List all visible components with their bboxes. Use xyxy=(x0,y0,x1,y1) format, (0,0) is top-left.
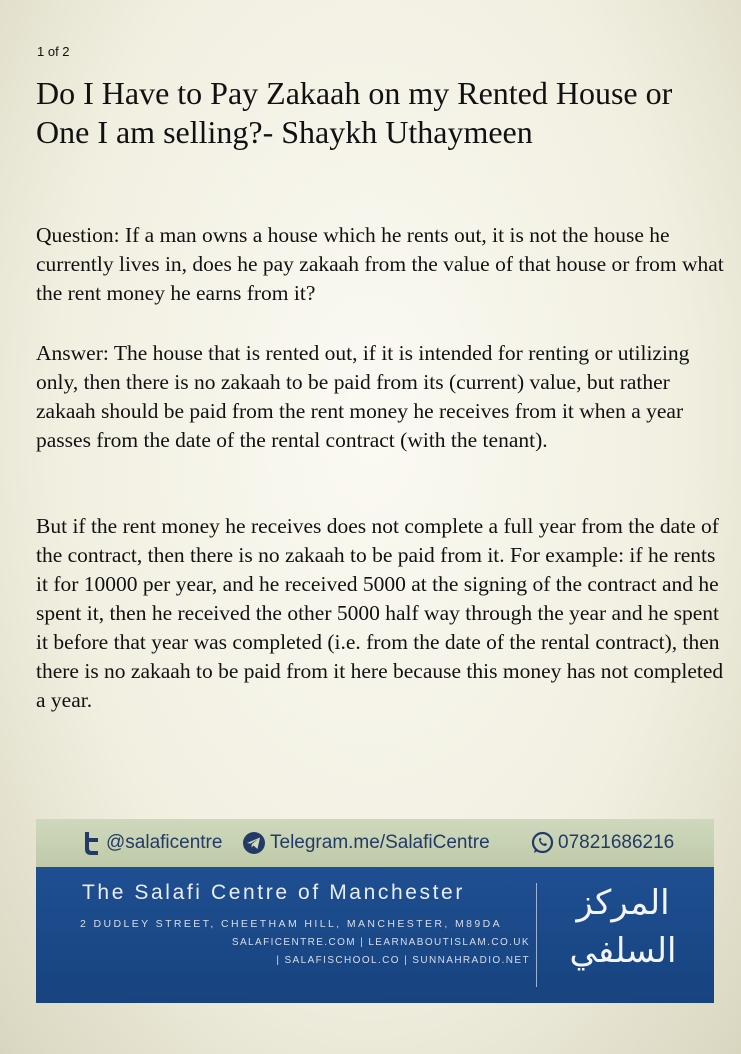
brand-divider xyxy=(536,883,537,987)
telegram-link-text: Telegram.me/SalafiCentre xyxy=(270,832,490,853)
example-paragraph: But if the rent money he receives does not complete a full year from the date of the contract, then there is no zakaah to be paid from it. For example: if he rents it for 10000 per year, and he received 5000 at the signing of the contract and he spent it, then he received the other 5000 half way through the year and he spent it before that year was completed (i.e. from the date of the rental contract), then there is no zakaah to be paid from it here because this money has not completed a year. xyxy=(36,514,724,712)
footer-banner xyxy=(36,819,714,1003)
arabic-line-2: السلفي xyxy=(569,931,677,971)
twitter-icon xyxy=(82,831,102,855)
websites-line-1: SALAFICENTRE.COM | LEARNABOUTISLAM.CO.UK xyxy=(231,937,530,948)
arabic-line-1: المركز xyxy=(576,883,670,923)
whatsapp-link[interactable] xyxy=(530,831,674,855)
page-number: 1 of 2 xyxy=(37,44,70,59)
whatsapp-number: 07821686216 xyxy=(558,832,675,853)
whatsapp-icon xyxy=(530,831,554,855)
twitter-link[interactable] xyxy=(82,831,222,855)
websites-line-2: | SALAFISCHOOL.CO | SUNNAHRADIO.NET xyxy=(276,955,530,966)
answer-paragraph: Answer: The house that is rented out, if it is intended for renting or utilizing only, then there is no zakaah to be paid from its (current) value, but rather zakaah should be paid from the rent money he receives from it when a year passes from the date of the rental contract (with the tenant). xyxy=(36,341,690,452)
arabic-logo-text xyxy=(548,879,698,991)
twitter-handle: @salaficentre xyxy=(106,832,223,853)
telegram-icon xyxy=(242,831,266,855)
telegram-link[interactable] xyxy=(242,831,490,855)
page-title: Do I Have to Pay Zakaah on my Rented House or One I am selling?- Shaykh Uthaymeen xyxy=(36,75,673,150)
question-paragraph: Question: If a man owns a house which he rents out, it is not the house he currently lives in, does he pay zakaah from the value of that house or from what the rent money he earns from it? xyxy=(36,223,724,305)
social-bar xyxy=(36,819,714,867)
centre-address: 2 DUDLEY STREET, CHEETHAM HILL, MANCHESTER, M89DA xyxy=(80,918,502,930)
centre-name: The Salafi Centre of Manchester xyxy=(82,881,465,904)
centre-brand-block xyxy=(36,867,714,1003)
